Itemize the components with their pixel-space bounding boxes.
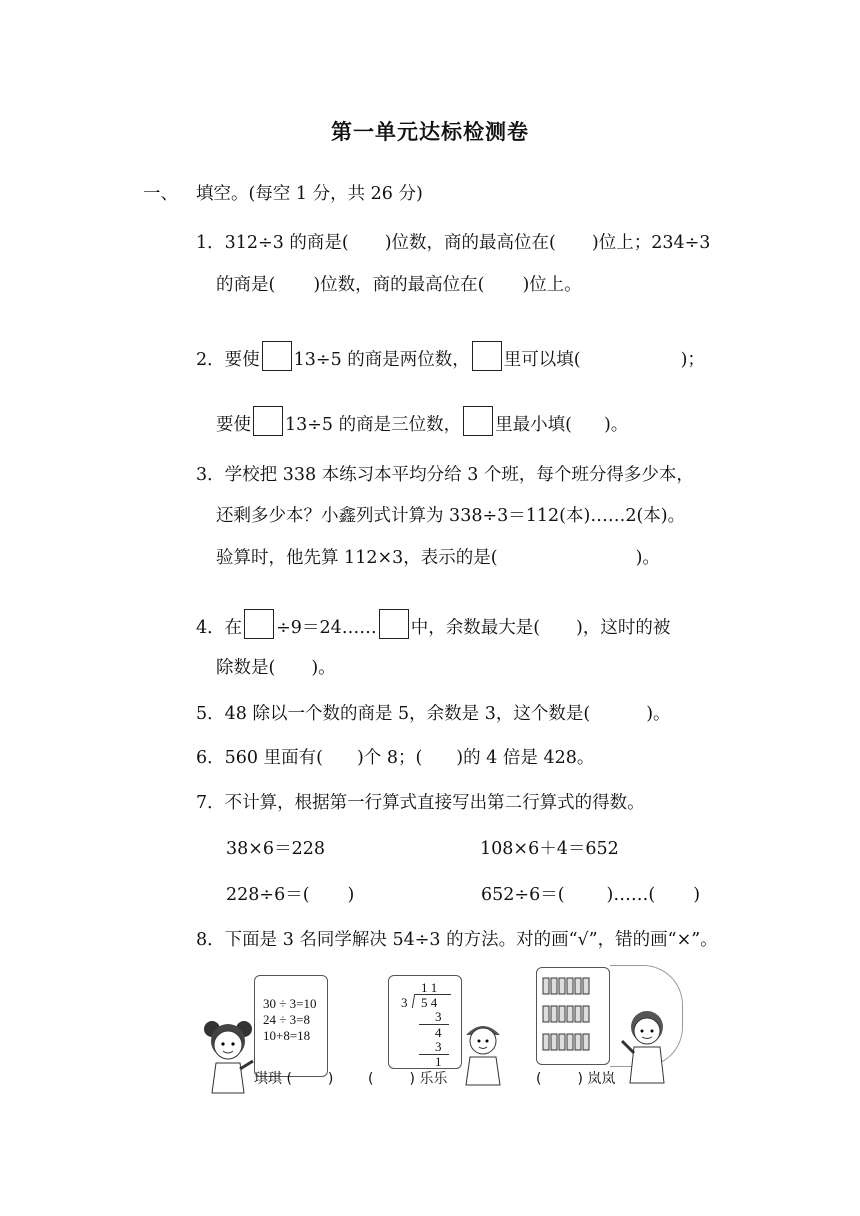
q7-equation-3 [226,883,354,907]
q2-text-h: )。 [603,415,629,435]
q7-eq3-a: 228÷6＝( [226,885,310,905]
q1-text-d: 的商是( [216,275,276,295]
q2-text-b: 13÷5 的商是两位数， [293,350,470,370]
division-step-1: 3 [435,1009,442,1024]
boy-lele-illustration [458,1017,508,1087]
question-4-line-1 [196,609,670,640]
q5-text-b: )。 [646,704,671,724]
division-remainder: 1 [435,1054,442,1069]
q2-text-a: 2．要使 [196,350,260,370]
q2-text-c: 里可以填( [503,350,581,370]
q7-equation-4 [481,883,700,907]
answer-box [379,609,409,639]
section-number: 一、 [143,184,178,204]
q6-text-a: 6．560 里面有( [196,748,323,768]
question-6 [196,746,594,770]
method-card-lanlan [536,967,610,1065]
q7-equation-2: 108×6＋4＝652 [480,839,619,859]
q6-text-c: )的 4 倍是 428。 [456,748,595,768]
q2-text-e: 要使 [216,415,251,435]
q1-text-b: )位数，商的最高位在( [384,233,556,253]
question-3-line-2: 还剩多少本？小鑫列式计算为 338÷3＝112(本)……2(本)。 [216,506,686,526]
q4-text-b: ÷9＝24…… [276,618,377,638]
question-1-line-1 [196,231,710,255]
label-qiqi-text: 琪琪 ( [254,1071,292,1087]
section-heading: 填空。(每空 1 分，共 26 分) [196,184,423,204]
question-5 [196,702,671,726]
division-step-3: 3 [435,1039,442,1054]
q1-text-e: )位数，商的最高位在( [313,275,485,295]
label-qiqi [254,1068,333,1088]
question-3-line-1: 3．学校把 338 本练习本平均分给 3 个班，每个班分得多少本， [196,465,694,485]
q4-text-d: )，这时的被 [576,618,671,638]
q4-text-f: )。 [311,658,336,678]
bundle-blocks-icon [537,968,609,1064]
answer-box [253,406,283,436]
q7-eq4-a: 652÷6＝( [481,885,565,905]
answer-box [244,609,274,639]
label-lanlan-text: ) 岚岚 [577,1071,616,1087]
method-card-qiqi [254,975,328,1077]
q7-eq4-b: )……( [606,885,656,905]
label-lele-text: ) 乐乐 [409,1071,448,1087]
q3-text-c: 验算时，他先算 112×3，表示的是( [216,548,498,568]
q1-text-f: )位上。 [522,275,582,295]
q4-text-e: 除数是( [216,658,276,678]
card1-line-2: 24 ÷ 3=8 [263,1012,310,1027]
q7-eq3-b: ) [347,885,355,905]
question-1-line-2 [216,273,582,297]
card1-line-3: 10+8=18 [263,1028,311,1043]
q2-text-d: )； [680,350,705,370]
q4-text-a: 4．在 [196,618,243,638]
question-8: 8．下面是 3 名同学解决 54÷3 的方法。对的画“√”，错的画“×”。 [196,930,718,950]
label-lanlan-open: ( [536,1071,542,1087]
q2-text-f: 13÷5 的商是三位数， [285,415,462,435]
question-2-line-2 [216,406,628,437]
answer-box [262,341,292,371]
division-dividend: 5 4 [421,995,438,1010]
q2-text-g: 里最小填( [495,415,572,435]
division-step-2: 4 [435,1025,442,1040]
methods-figure [196,965,686,1090]
page-title: 第一单元达标检测卷 [331,120,529,144]
answer-box [472,341,502,371]
q6-text-b: )个 8；( [356,748,423,768]
girl-lanlan-illustration [620,1005,675,1085]
division-divisor: 3 [401,995,408,1010]
question-4-line-2 [216,656,336,680]
method-card-lele [388,975,462,1069]
q3-text-d: )。 [635,548,660,568]
q7-equation-1: 38×6＝228 [226,839,325,859]
q1-text-a: 1．312÷3 的商是( [196,233,349,253]
answer-box [463,406,493,436]
girl-qiqi-illustration [198,1015,258,1095]
question-2-line-1 [196,341,705,372]
q1-text-c: )位上；234÷3 [591,233,711,253]
label-qiqi-close: ) [327,1071,334,1087]
q7-eq4-c: ) [693,885,701,905]
card1-line-1: 30 ÷ 3=10 [263,996,317,1011]
question-7: 7．不计算，根据第一行算式直接写出第二行算式的得数。 [196,793,645,813]
division-quotient: 1 1 [421,980,438,995]
q4-text-c: 中，余数最大是( [410,618,541,638]
label-lele [368,1068,447,1088]
question-3-line-3 [216,546,660,570]
label-lanlan [536,1068,615,1088]
q5-text-a: 5．48 除以一个数的商是 5，余数是 3，这个数是( [196,704,591,724]
label-lele-open: ( [368,1071,374,1087]
